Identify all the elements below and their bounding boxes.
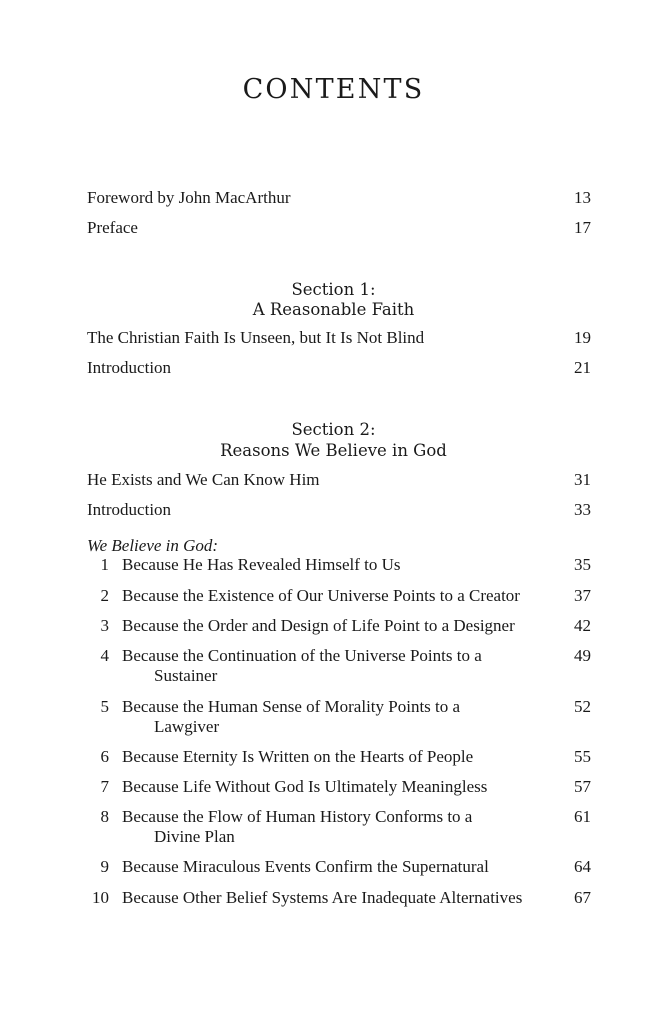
toc-item-label: Because Life Without God Is Ultimately Meaningless xyxy=(122,777,488,796)
toc-entry-page: 33 xyxy=(574,500,591,519)
toc-item[interactable] xyxy=(87,747,591,767)
section-heading-number: Section 2: xyxy=(291,420,376,439)
toc-item-number: 3 xyxy=(100,616,109,635)
toc-entry[interactable] xyxy=(87,218,591,238)
toc-item-label-continued: Lawgiver xyxy=(154,717,220,736)
toc-entry[interactable] xyxy=(87,470,591,490)
toc-item[interactable] xyxy=(87,646,591,686)
toc-item[interactable] xyxy=(87,697,591,737)
toc-entry-page: 13 xyxy=(574,188,591,207)
toc-item[interactable] xyxy=(87,616,591,636)
toc-item-page: 61 xyxy=(574,807,591,826)
toc-item-number: 8 xyxy=(100,807,109,826)
toc-entry-label: The Christian Faith Is Unseen, but It Is Not Blind xyxy=(87,328,425,347)
toc-item-label: Because Other Belief Systems Are Inadequate Alternatives xyxy=(122,888,523,907)
toc-entry-label: Introduction xyxy=(87,500,172,519)
section-heading-title: A Reasonable Faith xyxy=(252,300,415,319)
toc-item-page: 57 xyxy=(574,777,591,796)
toc-item-label-continued: Sustainer xyxy=(154,666,218,685)
toc-item-number: 1 xyxy=(100,555,109,574)
toc-entry-label: Foreword by John MacArthur xyxy=(87,188,291,207)
toc-item-label-continued: Divine Plan xyxy=(154,827,235,846)
toc-item-number: 5 xyxy=(100,697,109,716)
toc-item-page: 55 xyxy=(574,747,591,766)
toc-item-number: 2 xyxy=(100,586,109,605)
toc-item-page: 42 xyxy=(574,616,591,635)
toc-item-page: 49 xyxy=(574,646,591,665)
toc-entry[interactable] xyxy=(87,358,591,378)
toc-item-page: 67 xyxy=(574,888,591,907)
toc-item-label: Because the Human Sense of Morality Points to a xyxy=(122,697,461,716)
toc-item-label: Because He Has Revealed Himself to Us xyxy=(122,555,401,574)
toc-item[interactable] xyxy=(87,777,591,797)
toc-entry-label: Introduction xyxy=(87,358,172,377)
toc-item[interactable] xyxy=(87,857,591,877)
toc-entry-page: 17 xyxy=(574,218,591,237)
toc-item[interactable] xyxy=(87,586,591,606)
page-title: CONTENTS xyxy=(242,74,425,105)
toc-item-page: 64 xyxy=(574,857,591,876)
toc-item-number: 9 xyxy=(100,857,109,876)
toc-item-label: Because the Existence of Our Universe Points to a Creator xyxy=(122,586,520,605)
toc-entry[interactable] xyxy=(87,500,591,520)
toc-entry-label: He Exists and We Can Know Him xyxy=(87,470,320,489)
toc-item[interactable] xyxy=(87,807,591,847)
toc-item-label: Because the Flow of Human History Conforms to a xyxy=(122,807,473,826)
toc-entry-page: 21 xyxy=(574,358,591,377)
toc-item-number: 7 xyxy=(100,777,109,796)
list-subheading: We Believe in God: xyxy=(87,536,219,555)
toc-entry-page: 31 xyxy=(574,470,591,489)
toc-item-number: 10 xyxy=(92,888,109,907)
toc-item-label: Because the Continuation of the Universe Points to a xyxy=(122,646,482,665)
section-heading-title: Reasons We Believe in God xyxy=(220,441,447,460)
toc-item-page: 52 xyxy=(574,697,591,716)
toc-item[interactable] xyxy=(87,555,591,575)
toc-entry-label: Preface xyxy=(87,218,138,237)
toc-item-page: 35 xyxy=(574,555,591,574)
toc-item-label: Because Eternity Is Written on the Hearts of People xyxy=(122,747,474,766)
toc-item-page: 37 xyxy=(574,586,591,605)
section-heading-number: Section 1: xyxy=(291,280,376,299)
toc-entry[interactable] xyxy=(87,328,591,348)
toc-item-label: Because Miraculous Events Confirm the Supernatural xyxy=(122,857,489,876)
toc-item[interactable] xyxy=(87,888,591,908)
toc-item-number: 4 xyxy=(100,646,109,665)
toc-entry-page: 19 xyxy=(574,328,591,347)
toc-entry[interactable] xyxy=(87,188,591,208)
toc-item-label: Because the Order and Design of Life Point to a Designer xyxy=(122,616,515,635)
toc-item-number: 6 xyxy=(100,747,109,766)
